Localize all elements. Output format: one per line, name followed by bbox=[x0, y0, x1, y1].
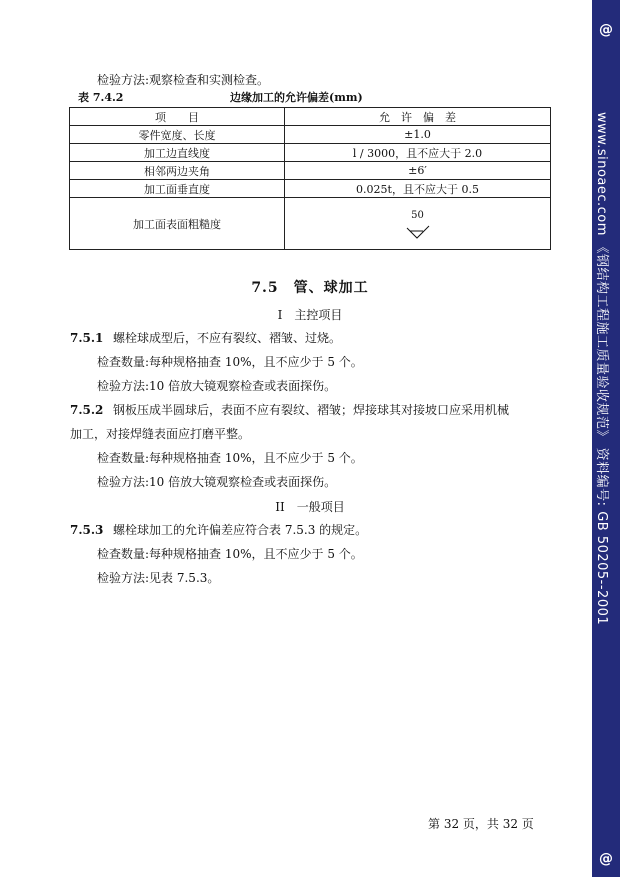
table-row bbox=[70, 126, 551, 144]
surface-roughness-icon bbox=[406, 225, 430, 239]
row-item: 加工面表面粗糙度 bbox=[70, 198, 285, 250]
header-tolerance: 允 许 偏 差 bbox=[285, 108, 551, 126]
subsection-general: II 一般项目 bbox=[275, 500, 345, 514]
side-banner bbox=[592, 0, 620, 877]
clause-text: 螺栓球加工的允许偏差应符合表 7.5.3 的规定。 bbox=[113, 523, 368, 537]
row-value: ±6′ bbox=[285, 162, 551, 180]
clause-text: 螺栓球成型后，不应有裂纹、褶皱、过烧。 bbox=[113, 331, 342, 345]
row-value: 0.025t，且不应大于 0.5 bbox=[285, 180, 551, 198]
tolerance-table bbox=[69, 107, 551, 250]
section-title: 7.5 管、球加工 bbox=[251, 280, 369, 296]
clause-number: 7.5.1 bbox=[70, 331, 104, 345]
clause-text-continued: 加工，对接焊缝表面应打磨平整。 bbox=[70, 427, 251, 441]
table-label: 表 7.4.2 bbox=[78, 91, 124, 104]
intro-line: 检验方法:观察检查和实测检查。 bbox=[97, 73, 270, 87]
table-row bbox=[70, 198, 551, 250]
table-row bbox=[70, 162, 551, 180]
row-item: 零件宽度、长度 bbox=[70, 126, 285, 144]
check-quantity: 检查数量:每种规格抽查 10%，且不应少于 5 个。 bbox=[97, 547, 363, 561]
side-banner-text: www.sinoaec.com 《钢结构工程施工质量验收规范》 资料编号: GB 50205--2001 bbox=[594, 112, 609, 626]
row-item: 加工边直线度 bbox=[70, 144, 285, 162]
check-method: 检验方法:10 倍放大镜观察检查或表面探伤。 bbox=[97, 379, 337, 393]
check-quantity: 检查数量:每种规格抽查 10%，且不应少于 5 个。 bbox=[97, 355, 363, 369]
roughness-value: 50 bbox=[411, 210, 424, 221]
table-row bbox=[70, 180, 551, 198]
table-title: 边缘加工的允许偏差(mm) bbox=[230, 91, 363, 104]
row-item: 加工面垂直度 bbox=[70, 180, 285, 198]
at-sign-bottom: @ bbox=[599, 851, 613, 867]
row-value: ±1.0 bbox=[285, 126, 551, 144]
row-item: 相邻两边夹角 bbox=[70, 162, 285, 180]
table-header-row bbox=[70, 108, 551, 126]
at-sign-top: @ bbox=[599, 22, 613, 38]
roughness-cell bbox=[285, 198, 551, 250]
clause-number: 7.5.2 bbox=[70, 403, 104, 417]
row-value: l / 3000，且不应大于 2.0 bbox=[285, 144, 551, 162]
clause-number: 7.5.3 bbox=[70, 523, 104, 537]
check-quantity: 检查数量:每种规格抽查 10%，且不应少于 5 个。 bbox=[97, 451, 363, 465]
header-item: 项 目 bbox=[70, 108, 285, 126]
table-row bbox=[70, 144, 551, 162]
subsection-main: I 主控项目 bbox=[277, 308, 343, 322]
check-method: 检验方法:10 倍放大镜观察检查或表面探伤。 bbox=[97, 475, 337, 489]
check-method: 检验方法:见表 7.5.3。 bbox=[97, 571, 220, 585]
clause-text: 钢板压成半圆球后，表面不应有裂纹、褶皱；焊接球其对接坡口应采用机械 bbox=[113, 403, 510, 417]
page-footer: 第 32 页，共 32 页 bbox=[428, 817, 534, 831]
